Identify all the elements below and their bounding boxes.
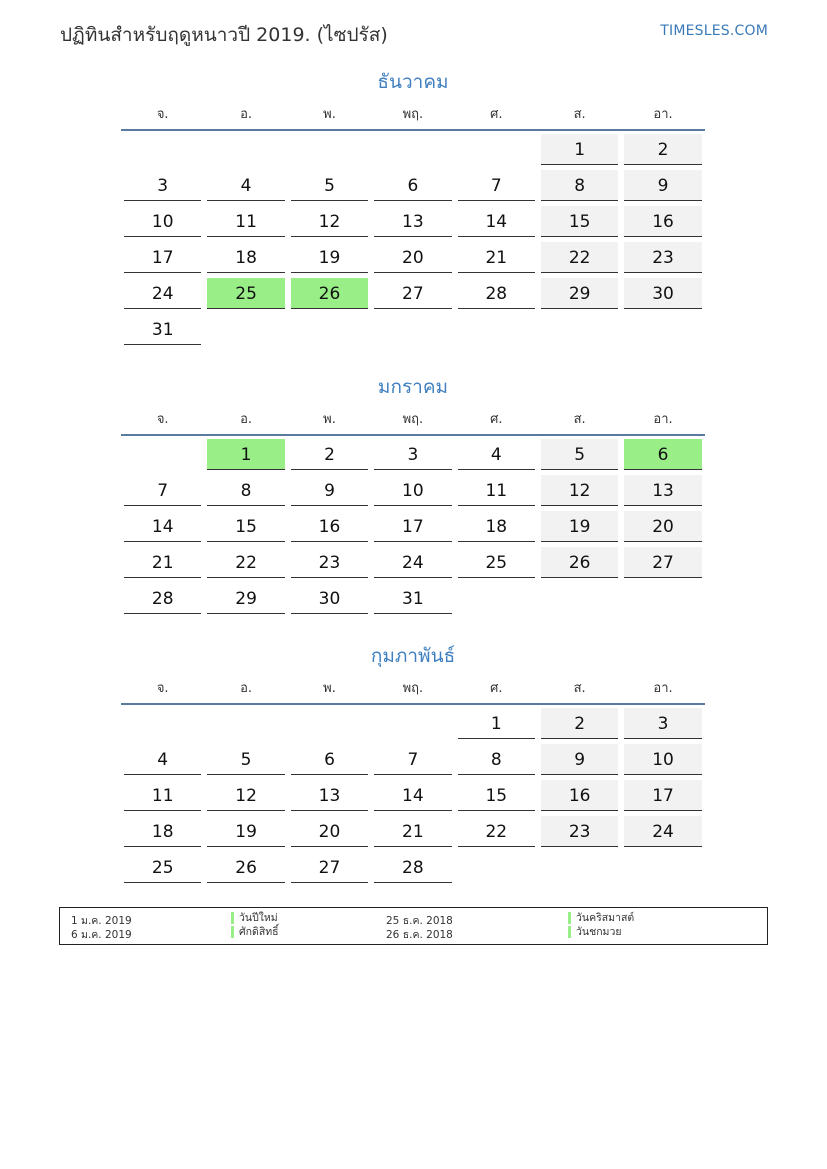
week-row	[121, 242, 705, 278]
empty-cell	[458, 852, 535, 883]
day-cell: 2	[541, 708, 618, 739]
weekday-label: จ.	[156, 411, 169, 427]
week-row	[121, 744, 705, 780]
empty-cell	[458, 134, 535, 165]
week-row	[121, 439, 705, 475]
empty-cell	[624, 583, 701, 614]
month-grid	[121, 436, 705, 619]
empty-cell	[207, 314, 284, 345]
weekday-label: ส.	[573, 106, 586, 122]
day-cell: 18	[207, 242, 284, 273]
week-row	[121, 816, 705, 852]
day-cell: 23	[541, 816, 618, 847]
day-cell: 23	[624, 242, 701, 273]
week-row	[121, 206, 705, 242]
holiday-day-cell: 6	[624, 439, 701, 470]
month-name: กุมภาพันธ์	[370, 645, 456, 667]
empty-cell	[624, 852, 701, 883]
day-cell: 5	[291, 170, 368, 201]
weekday-label: ศ.	[490, 680, 503, 696]
weekday-label: ศ.	[490, 106, 503, 122]
month-name: มกราคม	[377, 376, 449, 398]
day-cell: 27	[374, 278, 451, 309]
day-cell: 14	[124, 511, 201, 542]
week-row	[121, 475, 705, 511]
empty-cell	[124, 708, 201, 739]
day-cell: 30	[624, 278, 701, 309]
day-cell: 18	[458, 511, 535, 542]
day-cell: 5	[541, 439, 618, 470]
day-cell: 31	[374, 583, 451, 614]
weekday-label: อ.	[240, 411, 253, 427]
day-cell: 16	[291, 511, 368, 542]
legend-holiday-name: ศักดิสิทธิ์	[231, 926, 279, 938]
day-cell: 20	[291, 816, 368, 847]
day-cell: 3	[624, 708, 701, 739]
legend-holiday-name: วันปีใหม่	[231, 912, 278, 924]
weekday-label: พ.	[323, 680, 336, 696]
empty-cell	[541, 852, 618, 883]
day-cell: 4	[124, 744, 201, 775]
day-cell: 29	[541, 278, 618, 309]
day-cell: 11	[124, 780, 201, 811]
day-cell: 20	[624, 511, 701, 542]
day-cell: 13	[624, 475, 701, 506]
empty-cell	[291, 314, 368, 345]
weekday-label: อา.	[653, 106, 673, 122]
empty-cell	[207, 708, 284, 739]
day-cell: 10	[124, 206, 201, 237]
day-cell: 22	[458, 816, 535, 847]
day-cell: 1	[458, 708, 535, 739]
weekday-label: ส.	[573, 680, 586, 696]
empty-cell	[374, 134, 451, 165]
day-cell: 28	[374, 852, 451, 883]
day-cell: 13	[374, 206, 451, 237]
empty-cell	[374, 708, 451, 739]
weekday-label: อ.	[240, 680, 253, 696]
day-cell: 10	[374, 475, 451, 506]
holiday-day-cell: 26	[291, 278, 368, 309]
day-cell: 21	[124, 547, 201, 578]
day-cell: 7	[458, 170, 535, 201]
empty-cell	[124, 439, 201, 470]
day-cell: 19	[541, 511, 618, 542]
holiday-day-cell: 25	[207, 278, 284, 309]
day-cell: 17	[124, 242, 201, 273]
weekday-label: อ.	[240, 106, 253, 122]
day-cell: 4	[207, 170, 284, 201]
day-cell: 15	[207, 511, 284, 542]
month-name: ธันวาคม	[377, 71, 449, 93]
weekday-label: อา.	[653, 680, 673, 696]
legend-date: 1 ม.ค. 2019	[71, 915, 132, 927]
weekday-label: จ.	[156, 680, 169, 696]
day-cell: 9	[624, 170, 701, 201]
weekday-label: อา.	[653, 411, 673, 427]
day-cell: 12	[291, 206, 368, 237]
weekday-header	[121, 402, 705, 436]
day-cell: 8	[207, 475, 284, 506]
day-cell: 24	[624, 816, 701, 847]
empty-cell	[541, 583, 618, 614]
day-cell: 28	[124, 583, 201, 614]
day-cell: 14	[458, 206, 535, 237]
day-cell: 9	[291, 475, 368, 506]
weekday-label: พ.	[323, 106, 336, 122]
legend-date: 26 ธ.ค. 2018	[386, 929, 453, 941]
month-block	[121, 67, 705, 350]
day-cell: 11	[458, 475, 535, 506]
day-cell: 3	[374, 439, 451, 470]
day-cell: 1	[541, 134, 618, 165]
legend-holiday-name: วันชกมวย	[568, 926, 622, 938]
legend-holiday-name: วันคริสมาสต์	[568, 912, 634, 924]
day-cell: 26	[541, 547, 618, 578]
day-cell: 22	[207, 547, 284, 578]
weekday-label: ส.	[573, 411, 586, 427]
day-cell: 24	[374, 547, 451, 578]
empty-cell	[541, 314, 618, 345]
month-grid	[121, 131, 705, 350]
day-cell: 31	[124, 314, 201, 345]
day-cell: 14	[374, 780, 451, 811]
day-cell: 21	[374, 816, 451, 847]
day-cell: 6	[291, 744, 368, 775]
week-row	[121, 852, 705, 888]
day-cell: 28	[458, 278, 535, 309]
week-row	[121, 583, 705, 619]
day-cell: 15	[458, 780, 535, 811]
day-cell: 7	[374, 744, 451, 775]
holiday-day-cell: 1	[207, 439, 284, 470]
weekday-label: พฤ.	[402, 106, 424, 122]
day-cell: 20	[374, 242, 451, 273]
empty-cell	[291, 708, 368, 739]
week-row	[121, 134, 705, 170]
week-row	[121, 278, 705, 314]
day-cell: 26	[207, 852, 284, 883]
month-block	[121, 372, 705, 619]
day-cell: 12	[207, 780, 284, 811]
week-row	[121, 170, 705, 206]
day-cell: 10	[624, 744, 701, 775]
day-cell: 12	[541, 475, 618, 506]
day-cell: 27	[291, 852, 368, 883]
day-cell: 9	[541, 744, 618, 775]
day-cell: 24	[124, 278, 201, 309]
day-cell: 23	[291, 547, 368, 578]
day-cell: 18	[124, 816, 201, 847]
page-title: ปฏิทินสำหรับฤดูหนาวปี 2019. (ไซปรัส)	[60, 24, 388, 46]
empty-cell	[374, 314, 451, 345]
day-cell: 25	[124, 852, 201, 883]
day-cell: 19	[291, 242, 368, 273]
week-row	[121, 314, 705, 350]
weekday-header	[121, 671, 705, 705]
day-cell: 29	[207, 583, 284, 614]
weekday-label: พฤ.	[402, 411, 424, 427]
week-row	[121, 511, 705, 547]
empty-cell	[291, 134, 368, 165]
weekday-label: พ.	[323, 411, 336, 427]
week-row	[121, 547, 705, 583]
day-cell: 3	[124, 170, 201, 201]
day-cell: 2	[291, 439, 368, 470]
day-cell: 8	[458, 744, 535, 775]
day-cell: 22	[541, 242, 618, 273]
empty-cell	[624, 314, 701, 345]
empty-cell	[458, 583, 535, 614]
day-cell: 5	[207, 744, 284, 775]
day-cell: 16	[624, 206, 701, 237]
day-cell: 25	[458, 547, 535, 578]
day-cell: 2	[624, 134, 701, 165]
month-grid	[121, 705, 705, 888]
day-cell: 11	[207, 206, 284, 237]
brand-link[interactable]: TIMESLES.COM	[660, 23, 768, 39]
legend-date: 6 ม.ค. 2019	[71, 929, 132, 941]
empty-cell	[458, 314, 535, 345]
day-cell: 7	[124, 475, 201, 506]
day-cell: 19	[207, 816, 284, 847]
day-cell: 30	[291, 583, 368, 614]
weekday-label: พฤ.	[402, 680, 424, 696]
weekday-label: ศ.	[490, 411, 503, 427]
day-cell: 17	[374, 511, 451, 542]
week-row	[121, 780, 705, 816]
day-cell: 17	[624, 780, 701, 811]
holiday-legend	[59, 907, 768, 945]
empty-cell	[124, 134, 201, 165]
legend-date: 25 ธ.ค. 2018	[386, 915, 453, 927]
day-cell: 16	[541, 780, 618, 811]
weekday-header	[121, 97, 705, 131]
empty-cell	[207, 134, 284, 165]
week-row	[121, 708, 705, 744]
day-cell: 6	[374, 170, 451, 201]
day-cell: 15	[541, 206, 618, 237]
weekday-label: จ.	[156, 106, 169, 122]
day-cell: 27	[624, 547, 701, 578]
month-block	[121, 641, 705, 888]
day-cell: 4	[458, 439, 535, 470]
day-cell: 21	[458, 242, 535, 273]
day-cell: 13	[291, 780, 368, 811]
day-cell: 8	[541, 170, 618, 201]
